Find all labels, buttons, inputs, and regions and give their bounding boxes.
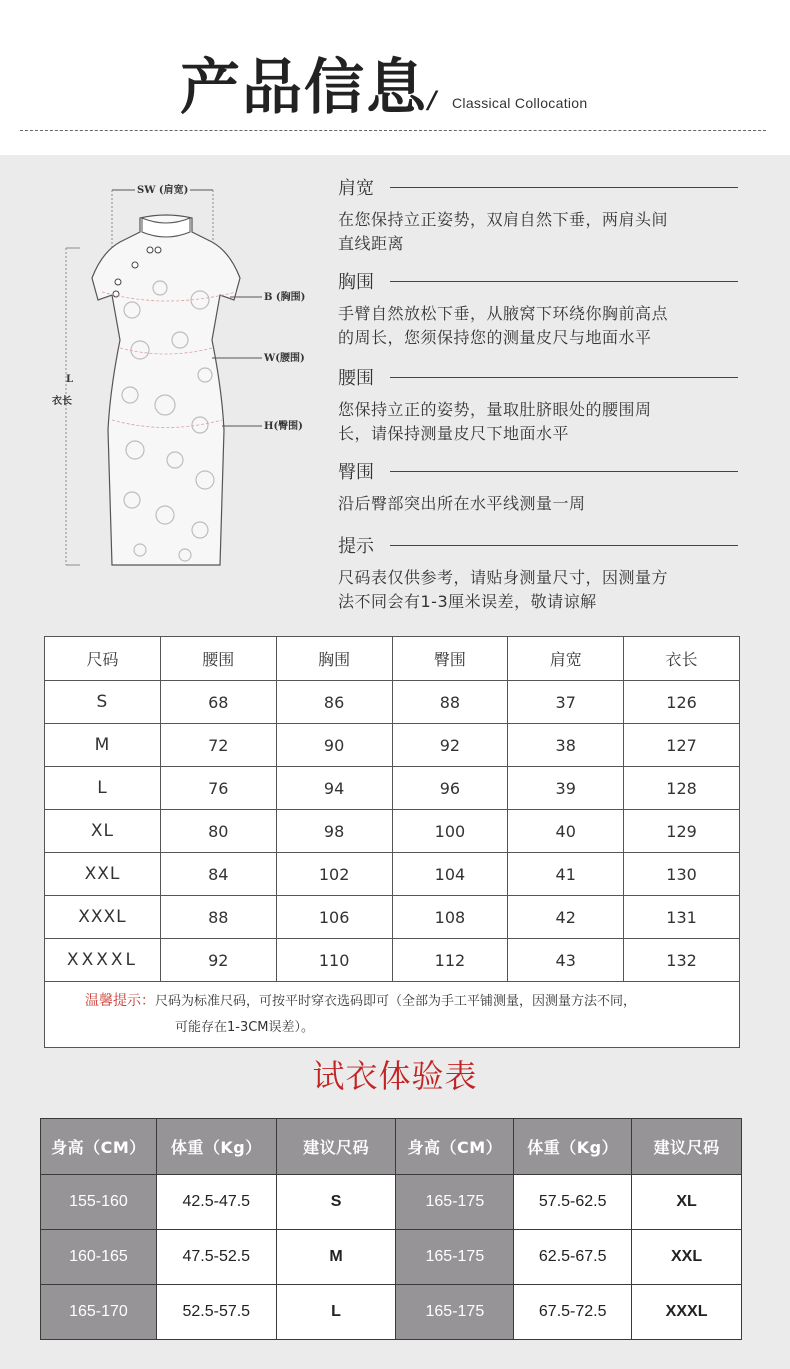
table-cell: M [276,1230,396,1285]
fit-experience-table [40,1118,742,1340]
note-cell [45,982,740,1048]
divider [390,545,738,546]
table-cell: 130 [624,853,740,896]
table-cell: 52.5-57.5 [156,1285,276,1340]
table-row [45,939,740,982]
table-cell: XXXL [632,1285,742,1340]
table-cell: 102 [276,853,392,896]
column-header: 衣长 [624,637,740,681]
table-row [41,1175,742,1230]
divider [390,377,738,378]
table-cell: 110 [276,939,392,982]
title-slash: / [428,86,437,114]
label-sw: SW (肩宽) [137,185,189,196]
measurement-shoulder [338,174,738,256]
table-cell: 165-175 [396,1175,514,1230]
measurement-desc [338,566,738,614]
desc-line: 手臂自然放松下垂，从腋窝下环绕你胸前高点 [338,304,669,323]
table-cell: 132 [624,939,740,982]
column-header: 腰围 [160,637,276,681]
measurement-title: 腰围 [338,368,374,389]
table-cell: M [45,724,161,767]
table-cell: 67.5-72.5 [514,1285,632,1340]
measurement-desc [338,398,738,446]
table-cell: 80 [160,810,276,853]
column-header: 肩宽 [508,637,624,681]
table-cell: 39 [508,767,624,810]
table-cell: 47.5-52.5 [156,1230,276,1285]
table-cell: 68 [160,681,276,724]
table-row [45,681,740,724]
column-header: 尺码 [45,637,161,681]
measurement-title: 胸围 [338,272,374,293]
table-cell: 72 [160,724,276,767]
table-row [41,1230,742,1285]
table-cell: S [276,1175,396,1230]
table-cell: 42 [508,896,624,939]
table-cell: 88 [160,896,276,939]
desc-line: 尺码表仅供参考，请贴身测量尺寸，因测量方 [338,568,669,587]
table-row [45,853,740,896]
table-cell: 40 [508,810,624,853]
column-header: 臀围 [392,637,508,681]
note-text-line2: 可能存在1-3CM误差）。 [175,1020,315,1035]
table-cell: 84 [160,853,276,896]
measurement-desc [338,208,738,256]
table-cell: 165-170 [41,1285,157,1340]
table-cell: XL [45,810,161,853]
table-cell: 96 [392,767,508,810]
dress-silhouette [92,215,240,565]
table-cell: 155-160 [41,1175,157,1230]
table-cell: XXXL [45,896,161,939]
divider [390,471,738,472]
measurement-tip [338,532,738,614]
divider [390,281,738,282]
table-cell: 62.5-67.5 [514,1230,632,1285]
table-cell: 126 [624,681,740,724]
note-label: 温馨提示： [85,993,155,1009]
column-header: 体重（Kg） [156,1119,276,1175]
table-cell: L [45,767,161,810]
table-cell: 106 [276,896,392,939]
table-cell: XXL [45,853,161,896]
table-cell: 94 [276,767,392,810]
table-cell: 112 [392,939,508,982]
table-cell: XL [632,1175,742,1230]
table-cell: 43 [508,939,624,982]
column-header: 建议尺码 [276,1119,396,1175]
note-row [45,982,740,1048]
page-subtitle: Classical Collocation [452,95,588,111]
measurement-title: 肩宽 [338,178,374,199]
table-row [45,767,740,810]
page-header [0,0,790,155]
table-cell: 165-175 [396,1285,514,1340]
label-l-zh: 衣长 [52,396,72,407]
label-l: L [66,374,74,385]
label-b: B (胸围) [264,292,306,303]
table-cell: 76 [160,767,276,810]
size-chart-table [44,636,740,1048]
desc-line: 您保持立正的姿势，量取肚脐眼处的腰围周 [338,400,652,419]
table-cell: S [45,681,161,724]
measurement-hip [338,458,738,516]
table-cell: 92 [160,939,276,982]
desc-line: 沿后臀部突出所在水平线测量一周 [338,494,586,513]
note-text-line1: 尺码为标准尺码，可按平时穿衣选码即可（全部为手工平铺测量，因测量方法不同， [155,994,637,1009]
measurement-desc [338,302,738,350]
table-cell: 38 [508,724,624,767]
table-row [41,1285,742,1340]
measurement-waist [338,364,738,446]
table-cell: 108 [392,896,508,939]
table-cell: 131 [624,896,740,939]
table-cell: 127 [624,724,740,767]
desc-line: 直线距离 [338,234,405,253]
divider [390,187,738,188]
desc-line: 的周长，您须保持您的测量皮尺与地面水平 [338,328,652,347]
table-cell: 100 [392,810,508,853]
column-header: 胸围 [276,637,392,681]
table-cell: 86 [276,681,392,724]
desc-line: 在您保持立正姿势，双肩自然下垂，两肩头间 [338,210,669,229]
table-header-row [41,1119,742,1175]
page-title: 产品信息 [180,53,428,123]
table-cell: 98 [276,810,392,853]
label-h: H(臀围) [264,421,303,432]
table-cell: 160-165 [41,1230,157,1285]
column-header: 身高（CM） [396,1119,514,1175]
measurement-title: 提示 [338,536,374,557]
fit-table-title: 试衣体验表 [312,1057,478,1095]
table-cell: 92 [392,724,508,767]
table-cell: 57.5-62.5 [514,1175,632,1230]
table-cell: 165-175 [396,1230,514,1285]
table-cell: XXL [632,1230,742,1285]
column-header: 体重（Kg） [514,1119,632,1175]
table-cell: 42.5-47.5 [156,1175,276,1230]
table-cell: L [276,1285,396,1340]
column-header: 建议尺码 [632,1119,742,1175]
desc-line: 长，请保持测量皮尺下地面水平 [338,424,570,443]
table-header-row [45,637,740,681]
desc-line: 法不同会有1-3厘米误差，敬请谅解 [338,592,597,611]
measurement-desc [338,492,738,516]
table-cell: 37 [508,681,624,724]
table-cell: XXXXL [45,939,161,982]
header-divider [20,130,766,131]
table-cell: 90 [276,724,392,767]
table-cell: 41 [508,853,624,896]
measurement-title: 臀围 [338,462,374,483]
label-w: W(腰围) [264,353,305,364]
measurement-bust [338,268,738,350]
table-row [45,810,740,853]
table-cell: 88 [392,681,508,724]
dress-measurement-diagram [40,170,330,590]
table-row [45,896,740,939]
column-header: 身高（CM） [41,1119,157,1175]
table-cell: 129 [624,810,740,853]
table-row [45,724,740,767]
table-cell: 104 [392,853,508,896]
table-cell: 128 [624,767,740,810]
